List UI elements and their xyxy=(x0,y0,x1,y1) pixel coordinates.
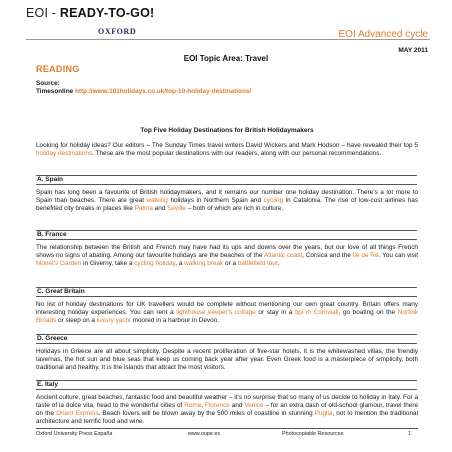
highlight-term: lighthouse keeper's cottage xyxy=(176,309,256,317)
intro-paragraph: Looking for holiday ideas? Our editors – The Sunday Times travel writers David Wickers and Mark Hodson – have revealed their top 5 holiday destinations. These are the most popular destinations with our readers, along with our personal recommendations. xyxy=(36,142,418,158)
highlight-term: Ile de Ré xyxy=(352,252,379,260)
highlight-term: walking xyxy=(146,197,168,205)
highlight-term: Norfolk Broads xyxy=(36,309,419,325)
highlight-term: cycling holiday xyxy=(134,260,176,268)
brand-prefix: EOI - xyxy=(26,6,60,20)
highlight-term: Florence xyxy=(204,402,230,410)
section-heading-britain: C. Great Britain xyxy=(36,287,417,297)
paragraph-italy: Ancient culture, great beaches, fantastic food and beautiful weather – it’s no surprise that so many of us decide to holiday in Italy. For a taste of la dolce vita, head to the wonderful cities of Rome, Florence and Venice – for an extra dash of old-school glamour, travel there on the Orient Express. Beach lovers will be blown away by the 500 miles of coastline in stunning Puglia, not to mention the traditional architecture and terrific food and wine. xyxy=(36,394,418,426)
highlight-term: Puglia xyxy=(314,410,333,418)
publisher-logo: OXFORD xyxy=(98,27,137,36)
footer-resources: Photocopiable Resources xyxy=(282,431,344,437)
highlight-term: Palma xyxy=(134,205,153,213)
highlight-term: holiday destinations xyxy=(36,150,93,158)
source-site: Timesonline xyxy=(36,88,74,95)
footer-publisher: Oxford University Press España xyxy=(36,431,113,437)
paragraph-spain: Spain has long been a favourite of British holidaymakers, and it remains our number one holiday destination. There’s a lot more to Spain than beaches. There are great walking holidays in Northern Spain and cycling in Catalonia. The rise of low-cost airlines has benefited city breaks in places like Palma and Seville – both of which are rich in culture. xyxy=(36,189,418,213)
highlight-term: Orient Express xyxy=(56,410,99,418)
source-label: Source: xyxy=(36,80,60,87)
issue-date: MAY 2011 xyxy=(398,47,428,54)
footer-page-number: 1 xyxy=(408,431,411,437)
source-block xyxy=(36,80,418,96)
highlight-term: Atlantic coast xyxy=(264,252,303,260)
article-title: Top Five Holiday Destinations for British Holidaymakers xyxy=(140,127,314,134)
course-level: EOI Advanced cycle xyxy=(338,29,428,40)
highlight-term: Rome xyxy=(184,402,202,410)
section-heading-spain: A. Spain xyxy=(36,175,417,185)
paragraph-france: The relationship between the British and French may have had its ups and downs over the years, but our love of all things French shows no signs of abating. Among our favourite holidays are the beaches of the Atlantic coast, Corsica and the Ile de Ré. You can visit Monet’s Garden in Giverny, take a cycling holiday, a walking break or a battlefield tour. xyxy=(36,244,418,268)
brand-logo xyxy=(26,6,154,20)
highlight-term: luxury yacht xyxy=(96,317,131,325)
paragraph-britain: No list of holiday destinations for UK travellers would be complete without mentioning our own great country. Britain offers many interesting holiday experiences. You can rent a lighthouse keeper's cottage or stay in a tipi in Cornwall, go boating on the Norfolk Broads or sleep on a luxury yacht moored in a harbour in Devon. xyxy=(36,301,419,325)
paragraph-greece: Holidays in Greece are all about simplicity. Despite a recent proliferation of five-star hotels, it is the whitewashed villas, the friendly tavernas, the hot sun and blue seas that keep us coming back year after year. Even Greek food is a masterpiece of simplicity, both traditional and healthy. It is the islands that attract the most visitors. xyxy=(36,348,418,372)
footer-divider xyxy=(36,428,418,429)
highlight-term: tipi in Cornwall xyxy=(295,309,339,317)
highlight-term: Venice xyxy=(244,402,264,410)
source-url: http://www.101holidays.co.uk/top-10-holiday-destinations/ xyxy=(74,88,252,95)
brand-title: READY-TO-GO! xyxy=(59,6,155,20)
section-label: READING xyxy=(36,64,80,74)
section-heading-france: B. France xyxy=(36,230,417,240)
highlight-term: battlefield tour xyxy=(237,260,278,268)
footer-website: www.oupe.es xyxy=(188,431,221,437)
section-heading-italy: E. Italy xyxy=(36,380,417,390)
section-heading-greece: D. Greece xyxy=(36,334,417,344)
highlight-term: walking break xyxy=(184,260,224,268)
source-line xyxy=(36,88,418,96)
highlight-term: Seville xyxy=(167,205,186,213)
topic-title: EOI Topic Area: Travel xyxy=(183,54,269,63)
highlight-term: cycling xyxy=(263,197,284,205)
highlight-term: Monet’s Garden xyxy=(36,260,82,268)
